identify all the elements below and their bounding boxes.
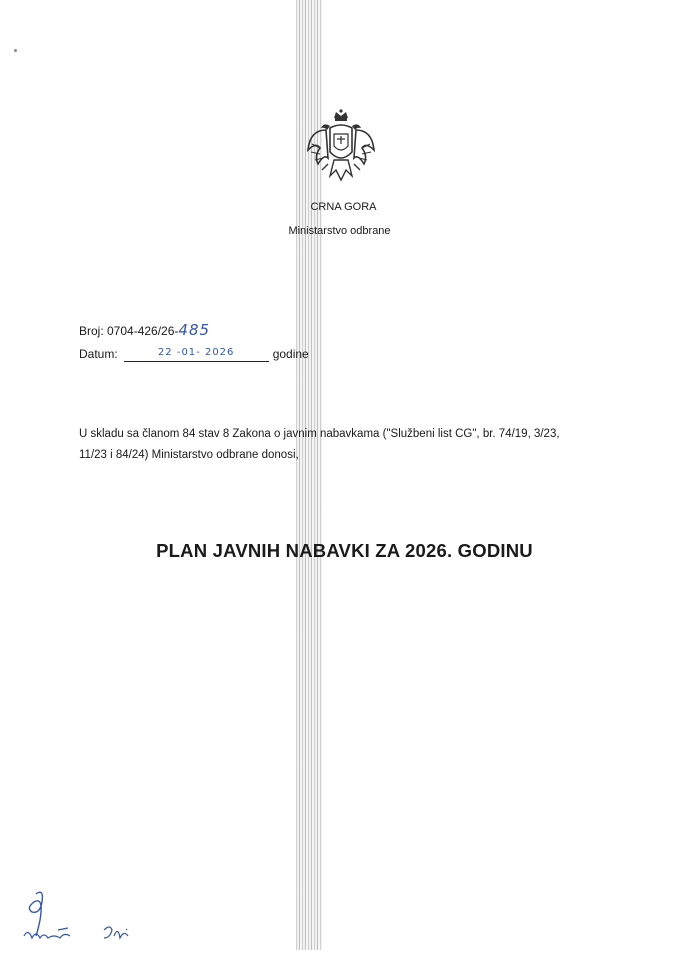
date-blank [124,347,269,362]
legal-basis-paragraph: U skladu sa članom 84 stav 8 Zakona o javnim nabavkama ("Službeni list CG", br. 74/19, 3/23, 11/23 i 84/24) Ministarstvo odbrane donosi, [79,428,560,461]
scan-speck [14,49,17,52]
date-stamp: 22 -01- 2026 [157,347,235,358]
coat-of-arms-icon [306,108,376,188]
handwritten-initials [14,880,154,950]
document-title: PLAN JAVNIH NABAVKI ZA 2026. GODINU [156,540,533,561]
ministry-name: Ministarstvo odbrane [288,225,391,237]
date-line [79,347,309,362]
reference-number-handwritten: 485 [178,321,211,339]
date-suffix: godine [272,347,309,361]
reference-number [79,321,210,339]
date-label: Datum: [79,347,118,361]
state-name: CRNA GORA [310,201,377,213]
reference-number-label: Broj: 0704-426/26- [79,324,179,338]
